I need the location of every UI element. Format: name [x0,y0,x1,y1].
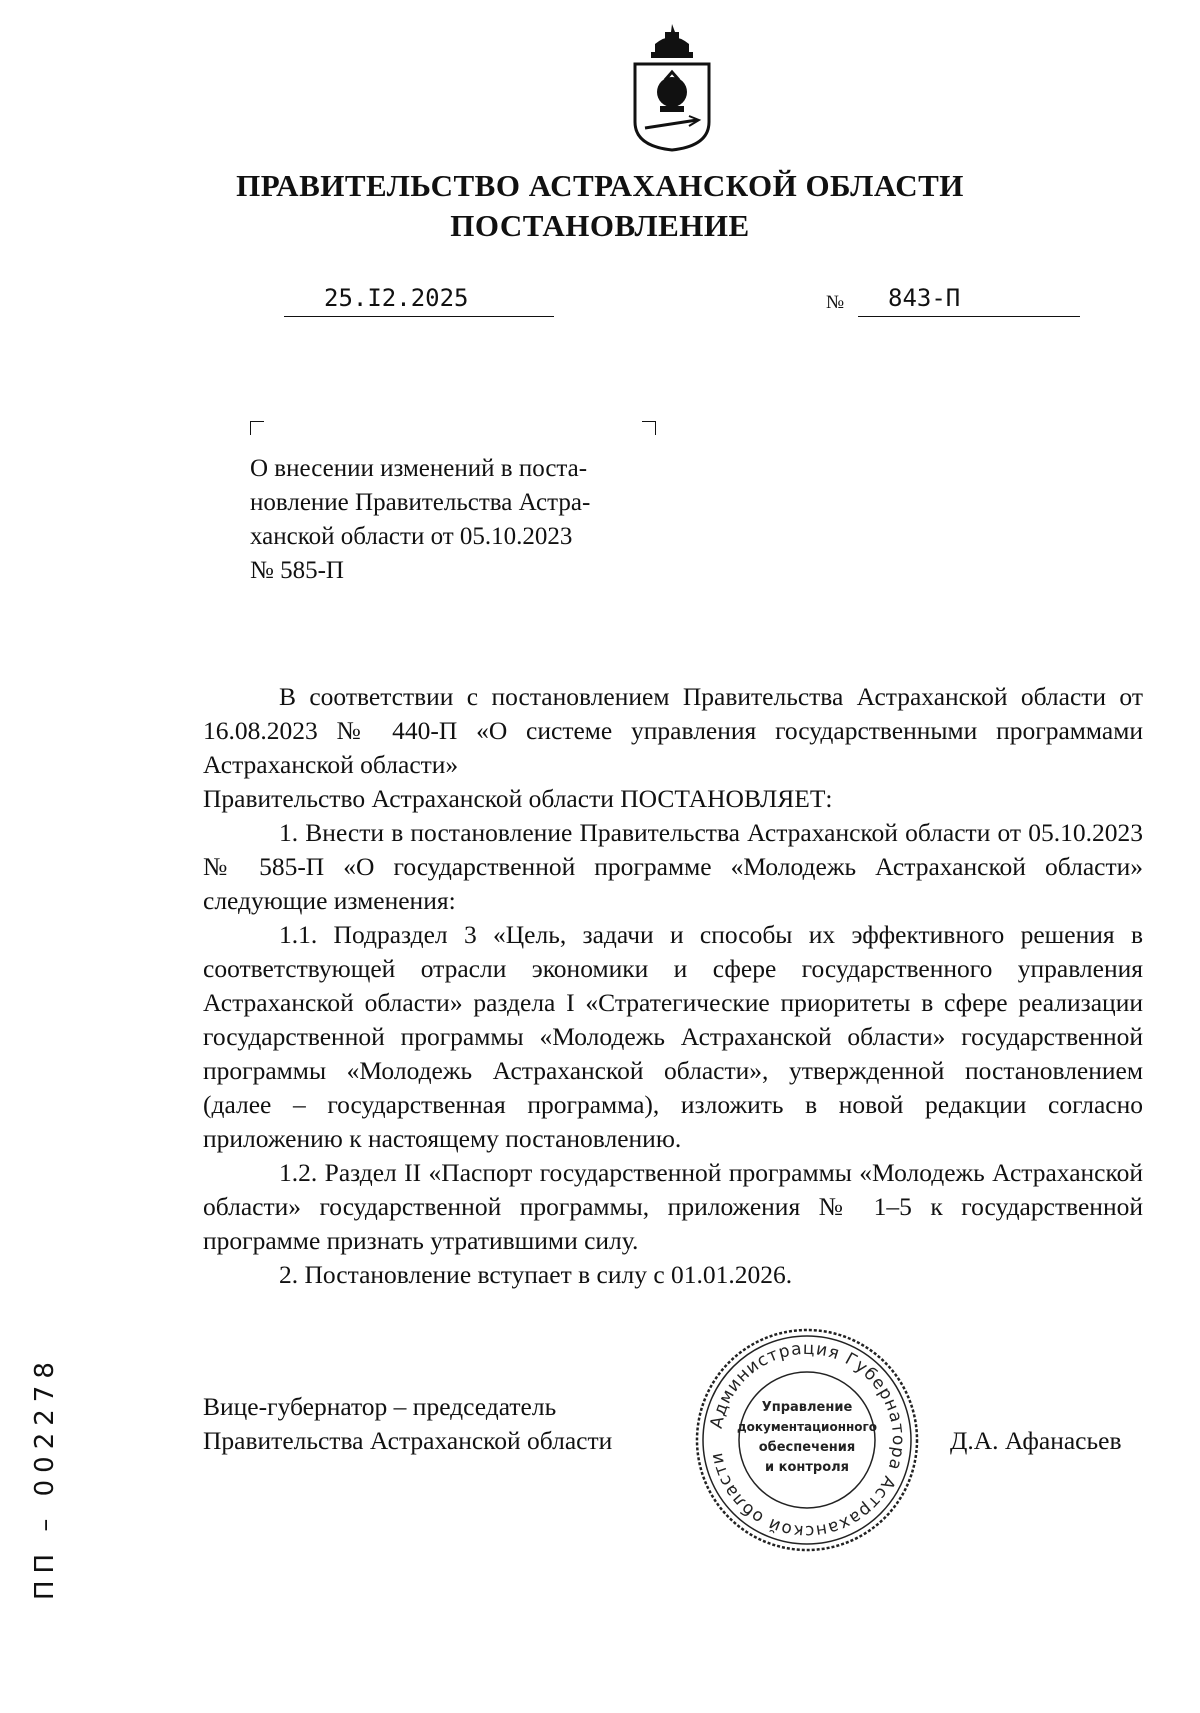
subject-line: № 585-П [250,557,344,584]
subject-line: ханской области от 05.10.2023 [250,523,573,550]
subject-line: новление Правительства Астра- [250,489,591,516]
svg-text:документационного: документационного [736,1420,878,1434]
svg-text:Управление: Управление [761,1400,853,1415]
signatory-position-line1: Вице-губернатор – председатель [203,1392,557,1421]
official-stamp [692,1325,922,1555]
coat-of-arms-emblem [627,22,717,154]
number-sign: № [826,292,845,313]
serial-number: ПП – 002278 [30,1355,60,1600]
preamble-paragraph: В соответствии с постановлением Правительства Астраханской области от 16.08.2023 № 440-П «О системе управления государственными программами Астраханской области» [203,682,1143,779]
document-subject [250,452,648,588]
signatory-position-line2: Правительства Астраханской области [203,1426,613,1455]
signatory-name: Д.А. Афанасьев [950,1426,1122,1455]
government-title: ПРАВИТЕЛЬСТВО АСТРАХАНСКОЙ ОБЛАСТИ [236,168,964,203]
document-date: 25.I2.2025 [324,284,469,312]
document-type-title: ПОСТАНОВЛЕНИЕ [450,208,750,243]
svg-text:обеспечения: обеспечения [758,1440,856,1455]
item-1-paragraph: 1. Внести в постановление Правительства Астраханской области от 05.10.2023 № 585-П «О государственной программе «Молодежь Астраханской области» следующие изменения: [203,818,1143,915]
item-2-paragraph: 2. Постановление вступает в силу с 01.01.2026. [279,1260,793,1289]
resolves-paragraph: Правительство Астраханской области ПОСТАНОВЛЯЕТ: [203,784,833,813]
subject-line: О внесении изменений в поста- [250,455,588,482]
svg-text:Администрация Губернатора Астр: Администрация Губернатора Астраханской области [706,1338,909,1542]
subject-corner-right [642,421,656,435]
document-number: 843-П [888,284,961,312]
date-field [284,280,554,317]
svg-text:и контроля: и контроля [764,1460,850,1475]
number-field [858,280,1080,317]
document-body [203,680,1143,1292]
item-1-1-paragraph: 1.1. Подраздел 3 «Цель, задачи и способы их эффективного решения в соответствующей отрасли экономики и сфере государственного управления Астраханской области» раздела I «Стратегические приоритеты в сфере реализации государственной программы «Молодежь Астраханской области» государственной программы «Молодежь Астраханской области», утвержденной постановлением (далее – государственная программа), изложить в новой редакции согласно приложению к настоящему постановлению. [203,920,1143,1153]
subject-corner-left [250,421,264,435]
item-1-2-paragraph: 1.2. Раздел II «Паспорт государственной программы «Молодежь Астраханской области» государственной программы, приложения № 1–5 к государственной программе признать утратившими силу. [203,1158,1143,1255]
